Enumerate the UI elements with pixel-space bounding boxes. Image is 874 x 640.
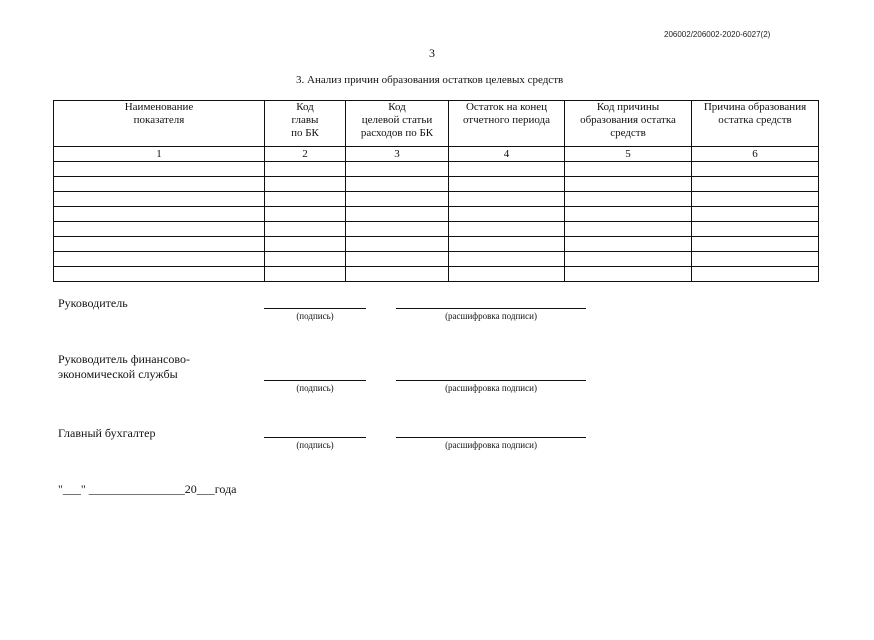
column-header: Наименование показателя: [54, 101, 265, 147]
signature-caption: (подпись): [296, 383, 334, 393]
table-cell[interactable]: [449, 222, 565, 237]
table-cell[interactable]: [692, 237, 819, 252]
table-cell[interactable]: [449, 162, 565, 177]
column-header: Код целевой статьи расходов по БК: [346, 101, 449, 147]
table-cell[interactable]: [346, 267, 449, 282]
table-cell[interactable]: [54, 237, 265, 252]
table-cell[interactable]: [692, 252, 819, 267]
table-cell[interactable]: [346, 192, 449, 207]
document-id: 206002/206002-2020-6027(2): [664, 30, 771, 39]
column-number: 2: [265, 147, 346, 162]
table-cell[interactable]: [565, 177, 692, 192]
table-row: [54, 192, 819, 207]
table-cell[interactable]: [54, 222, 265, 237]
column-header: Причина образования остатка средств: [692, 101, 819, 147]
table-cell[interactable]: [346, 207, 449, 222]
table-cell[interactable]: [565, 192, 692, 207]
name-caption: (расшифровка подписи): [445, 440, 537, 450]
table-cell[interactable]: [346, 222, 449, 237]
table-cell[interactable]: [265, 237, 346, 252]
column-header: Код причины образования остатка средств: [565, 101, 692, 147]
date-line: "___" ________________20___года: [58, 482, 237, 496]
table-cell[interactable]: [265, 252, 346, 267]
reasons-table: [53, 100, 819, 282]
column-header: Остаток на конец отчетного периода: [449, 101, 565, 147]
table-cell[interactable]: [265, 177, 346, 192]
table-cell[interactable]: [54, 162, 265, 177]
table-cell[interactable]: [265, 222, 346, 237]
table-cell[interactable]: [565, 267, 692, 282]
table-cell[interactable]: [692, 222, 819, 237]
table-cell[interactable]: [565, 252, 692, 267]
table-cell[interactable]: [346, 162, 449, 177]
table-cell[interactable]: [449, 192, 565, 207]
table-cell[interactable]: [265, 207, 346, 222]
table-cell[interactable]: [692, 177, 819, 192]
table-cell[interactable]: [54, 192, 265, 207]
table-cell[interactable]: [265, 162, 346, 177]
name-line: [396, 437, 586, 438]
table-cell[interactable]: [449, 237, 565, 252]
name-caption: (расшифровка подписи): [445, 383, 537, 393]
signature-line: [264, 308, 366, 309]
signature-line: [264, 380, 366, 381]
section-title: 3. Анализ причин образования остатков целевых средств: [296, 74, 564, 86]
table-row: [54, 252, 819, 267]
table-cell[interactable]: [565, 207, 692, 222]
signature-label-chief-accountant: Главный бухгалтер: [58, 426, 156, 440]
table-cell[interactable]: [449, 267, 565, 282]
table-cell[interactable]: [565, 162, 692, 177]
table-cell[interactable]: [265, 192, 346, 207]
table-cell[interactable]: [692, 192, 819, 207]
column-number: 4: [449, 147, 565, 162]
column-number-row: [54, 147, 819, 162]
table-cell[interactable]: [54, 267, 265, 282]
table-row: [54, 222, 819, 237]
signature-caption: (подпись): [296, 440, 334, 450]
table-cell[interactable]: [449, 207, 565, 222]
table-row: [54, 237, 819, 252]
column-number: 1: [54, 147, 265, 162]
table-cell[interactable]: [54, 207, 265, 222]
table-cell[interactable]: [265, 267, 346, 282]
table-row: [54, 177, 819, 192]
table-row: [54, 207, 819, 222]
table-header-row: [54, 101, 819, 147]
table-cell[interactable]: [346, 177, 449, 192]
table-cell[interactable]: [346, 252, 449, 267]
column-number: 6: [692, 147, 819, 162]
table-cell[interactable]: [692, 267, 819, 282]
table-row: [54, 267, 819, 282]
page-number: 3: [429, 46, 435, 60]
table-cell[interactable]: [449, 177, 565, 192]
column-number: 3: [346, 147, 449, 162]
signature-caption: (подпись): [296, 311, 334, 321]
table-cell[interactable]: [449, 252, 565, 267]
table-cell[interactable]: [346, 237, 449, 252]
column-header: Код главы по БК: [265, 101, 346, 147]
table-row: [54, 162, 819, 177]
table-cell[interactable]: [692, 207, 819, 222]
table-cell[interactable]: [54, 177, 265, 192]
name-line: [396, 380, 586, 381]
name-caption: (расшифровка подписи): [445, 311, 537, 321]
signature-label-director: Руководитель: [58, 296, 128, 310]
table-body: [54, 162, 819, 282]
table-cell[interactable]: [565, 222, 692, 237]
name-line: [396, 308, 586, 309]
table-cell[interactable]: [54, 252, 265, 267]
signature-line: [264, 437, 366, 438]
table-cell[interactable]: [565, 237, 692, 252]
table-cell[interactable]: [692, 162, 819, 177]
column-number: 5: [565, 147, 692, 162]
signature-label-finance-head: Руководитель финансово- экономической службы: [58, 352, 190, 381]
